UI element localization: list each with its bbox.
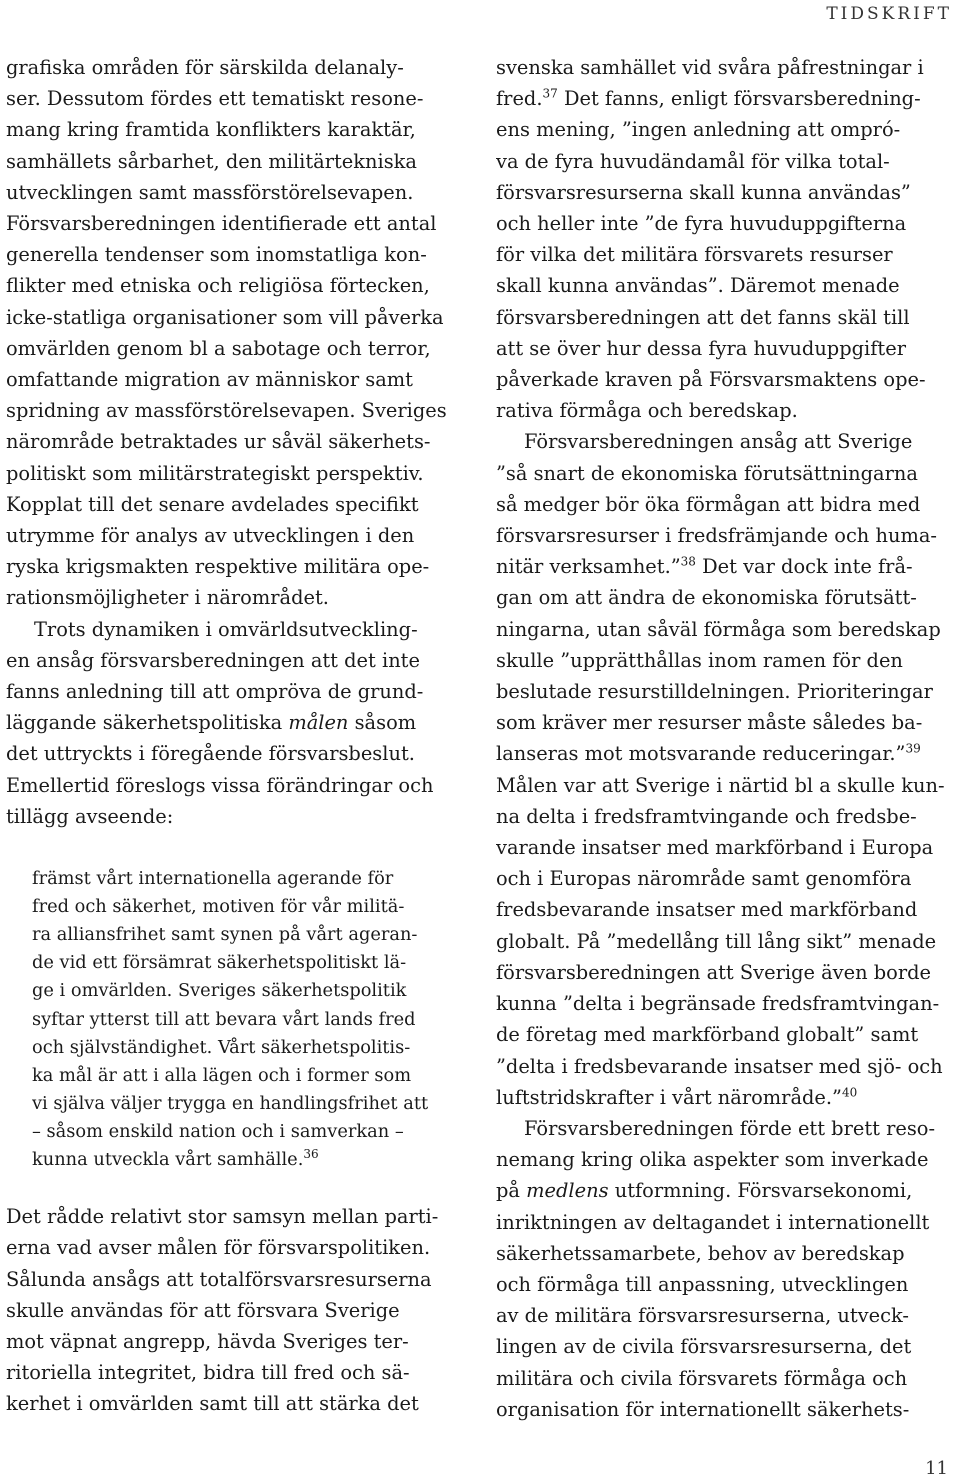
text-line: så medger bör öka förmågan att bidra med bbox=[496, 492, 921, 516]
text-line: påverkade kraven på Försvarsmaktens ope- bbox=[496, 368, 926, 392]
text-line: samhällets sårbarhet, den militärtekniska bbox=[6, 149, 417, 173]
text-line: nemang kring olika aspekter som inverkade bbox=[496, 1148, 929, 1172]
text-line: organisation för internationellt säkerhets- bbox=[496, 1397, 910, 1421]
quote-line: – såsom enskild nation och i samverkan – bbox=[32, 1120, 404, 1142]
text-segment: kunna utveckla vårt samhälle. bbox=[32, 1149, 304, 1171]
text-line: Det rådde relativt stor samsyn mellan parti- bbox=[6, 1205, 439, 1229]
text-line: globalt. På ”medellång till lång sikt” menade bbox=[496, 929, 937, 953]
left-column bbox=[6, 52, 464, 1420]
page-number: 11 bbox=[925, 1458, 948, 1479]
text-line: kunna ”delta i begränsade fredsframtvingan- bbox=[496, 992, 940, 1016]
text-line bbox=[496, 83, 952, 114]
text-line: inriktningen av deltagandet i internationellt bbox=[496, 1210, 930, 1234]
text-line: erna vad avser målen för försvarspolitiken. bbox=[6, 1236, 431, 1260]
text-line: flikter med etniska och religiösa förtecken, bbox=[6, 274, 430, 298]
text-line bbox=[496, 1175, 952, 1206]
paragraph bbox=[496, 52, 952, 426]
text-line: Trots dynamiken i omvärldsutveckling- bbox=[34, 617, 418, 641]
text-line: mot väpnat angrepp, hävda Sveriges ter- bbox=[6, 1329, 409, 1353]
text-line: att se över hur dessa fyra huvuduppgifter bbox=[496, 336, 906, 360]
text-line: svenska samhället vid svåra påfrestningar i bbox=[496, 56, 924, 79]
text-line: icke-statliga organisationer som vill påverka bbox=[6, 305, 444, 329]
text-line: fanns anledning till att ompröva de grund- bbox=[6, 680, 424, 704]
text-line: ritoriella integritet, bidra till fred och sä- bbox=[6, 1361, 410, 1385]
text-line: Sålunda ansågs att totalförsvarsresurserna bbox=[6, 1267, 432, 1291]
paragraph bbox=[6, 614, 464, 832]
text-line: försvarsberedningen att Sverige även borde bbox=[496, 960, 932, 984]
text-segment: nitär verksamhet.” bbox=[496, 555, 681, 579]
text-line: det uttryckts i föregående försvarsbeslut. bbox=[6, 742, 415, 766]
text-line: kerhet i omvärlden samt till att stärka det bbox=[6, 1392, 419, 1416]
footnote-ref[interactable]: 37 bbox=[542, 86, 558, 101]
text-line: ”så snart de ekonomiska förutsättningarna bbox=[496, 461, 918, 485]
paragraph bbox=[6, 1201, 464, 1419]
text-line: omvärlden genom bl a sabotage och terror, bbox=[6, 336, 431, 360]
text-line: ens mening, ”ingen anledning att ompró- bbox=[496, 118, 901, 142]
quote-line: ka mål är att i alla lägen och i former som bbox=[32, 1064, 412, 1086]
text-line: av de militära försvarsresurserna, utveck- bbox=[496, 1304, 909, 1328]
text-segment: Det var dock inte frå- bbox=[695, 555, 913, 579]
text-line: generella tendenser som inomstatliga kon- bbox=[6, 243, 427, 267]
text-line: Försvarsberedningen förde ett brett reso- bbox=[524, 1116, 936, 1140]
text-line: Försvarsberedningen ansåg att Sverige bbox=[524, 430, 913, 454]
text-line: rationsmöjligheter i närområdet. bbox=[6, 586, 329, 610]
text-line: Emellertid föreslogs vissa förändringar och bbox=[6, 773, 434, 797]
quote-line: och självständighet. Vårt säkerhetspolitis- bbox=[32, 1036, 411, 1058]
text-line: de företag med markförband globalt” samt bbox=[496, 1023, 919, 1047]
text-line: skulle användas för att försvara Sverige bbox=[6, 1298, 400, 1322]
block-quote bbox=[6, 865, 464, 1174]
text-line: grafiska områden för särskilda delanaly- bbox=[6, 56, 404, 79]
text-line: varande insatser med markförband i Europa bbox=[496, 836, 934, 860]
text-segment: utformning. Försvarsekonomi, bbox=[608, 1179, 913, 1203]
text-segment: på bbox=[496, 1179, 527, 1203]
quote-line bbox=[32, 1146, 464, 1174]
text-line: gan om att ändra de ekonomiska förutsätt- bbox=[496, 586, 917, 610]
text-line: skulle ”upprätthållas inom ramen för den bbox=[496, 648, 903, 672]
text-line: för vilka det militära försvarets resurser bbox=[496, 243, 893, 267]
text-line: Kopplat till det senare avdelades specifikt bbox=[6, 492, 419, 516]
text-segment: såsom bbox=[348, 711, 417, 735]
text-line: närområde betraktades ur såväl säkerhets- bbox=[6, 430, 431, 454]
right-column bbox=[496, 52, 952, 1425]
text-line: försvarsresurser i fredsfrämjande och huma- bbox=[496, 524, 937, 548]
text-line: Försvarsberedningen identifierade ett antal bbox=[6, 212, 437, 236]
text-segment: lanseras mot motsvarande reduceringar.” bbox=[496, 742, 906, 766]
spacer bbox=[6, 1174, 464, 1201]
text-line: mang kring framtida konflikters karaktär, bbox=[6, 118, 416, 142]
text-line: spridning av massförstörelsevapen. Sveriges bbox=[6, 399, 447, 423]
footnote-ref[interactable]: 39 bbox=[905, 742, 921, 756]
text-line: en ansåg försvarsberedningen att det inte bbox=[6, 648, 420, 672]
text-line: omfattande migration av människor samt bbox=[6, 368, 413, 392]
emphasis: medlens bbox=[526, 1179, 609, 1203]
quote-line: främst vårt internationella agerande för bbox=[32, 868, 394, 890]
text-line: Målen var att Sverige i närtid bl a skulle kun- bbox=[496, 773, 945, 797]
paragraph bbox=[6, 52, 464, 614]
spacer bbox=[6, 832, 464, 865]
text-line: militära och civila försvarets förmåga och bbox=[496, 1366, 908, 1390]
text-line: ningarna, utan såväl förmåga som beredskap bbox=[496, 617, 941, 641]
text-line: ”delta i fredsbevarande insatser med sjö- och bbox=[496, 1054, 943, 1078]
quote-line: de vid ett försämrat säkerhetspolitiskt lä- bbox=[32, 952, 407, 974]
running-head: TIDSKRIFT bbox=[826, 4, 952, 24]
text-line: skall kunna användas”. Däremot menade bbox=[496, 274, 900, 298]
text-line: lingen av de civila försvarsresurserna, det bbox=[496, 1335, 912, 1359]
text-segment: Det fanns, enligt försvarsberedning- bbox=[557, 87, 921, 111]
text-line bbox=[496, 551, 952, 582]
text-line: och heller inte ”de fyra huvuduppgifterna bbox=[496, 212, 907, 236]
text-segment: luftstridskrafter i vårt närområde.” bbox=[496, 1085, 842, 1109]
text-line: ryska krigsmakten respektive militära ope- bbox=[6, 555, 430, 579]
quote-line: ge i omvärlden. Sveriges säkerhetspolitik bbox=[32, 980, 407, 1002]
text-line: politiskt som militärstrategiskt perspektiv. bbox=[6, 461, 424, 485]
paragraph bbox=[496, 1113, 952, 1425]
text-line: beslutade resurstilldelningen. Prioriteringar bbox=[496, 680, 933, 704]
text-line: försvarsresurserna skall kunna användas” bbox=[496, 180, 911, 204]
text-line: och i Europas närområde samt genomföra bbox=[496, 867, 912, 891]
text-line bbox=[496, 1082, 952, 1113]
text-line: utvecklingen samt massförstörelsevapen. bbox=[6, 180, 414, 204]
text-line: som kräver mer resurser måste således ba- bbox=[496, 711, 923, 735]
text-line: ser. Dessutom fördes ett tematiskt resone- bbox=[6, 87, 424, 111]
emphasis: målen bbox=[288, 711, 349, 735]
text-line: försvarsberedningen att det fanns skäl till bbox=[496, 305, 910, 329]
quote-line: ra alliansfrihet samt synen på vårt ageran- bbox=[32, 924, 418, 946]
text-line: tillägg avseende: bbox=[6, 804, 174, 828]
footnote-ref[interactable]: 36 bbox=[303, 1147, 319, 1162]
text-line: fredsbevarande insatser med markförband bbox=[496, 898, 918, 922]
text-line bbox=[6, 707, 464, 738]
footnote-ref[interactable]: 38 bbox=[680, 554, 696, 569]
text-line: na delta i fredsframtvingande och fredsbe- bbox=[496, 804, 917, 828]
text-segment: läggande säkerhetspolitiska bbox=[6, 711, 289, 735]
text-line: och förmåga till anpassning, utvecklingen bbox=[496, 1272, 909, 1296]
text-segment: fred. bbox=[496, 87, 543, 111]
text-line: säkerhetssamarbete, behov av beredskap bbox=[496, 1241, 905, 1265]
text-line: utrymme för analys av utvecklingen i den bbox=[6, 524, 415, 548]
text-line: rativa förmåga och beredskap. bbox=[496, 399, 798, 423]
quote-line: syftar ytterst till att bevara vårt lands fred bbox=[32, 1008, 416, 1030]
footnote-ref[interactable]: 40 bbox=[841, 1085, 858, 1100]
quote-line: vi själva väljer trygga en handlingsfrihet att bbox=[32, 1092, 429, 1114]
text-line bbox=[496, 738, 952, 769]
quote-line: fred och säkerhet, motiven för vår militä- bbox=[32, 896, 405, 918]
paragraph bbox=[496, 426, 952, 1112]
text-line: va de fyra huvudändamål för vilka total- bbox=[496, 149, 890, 173]
